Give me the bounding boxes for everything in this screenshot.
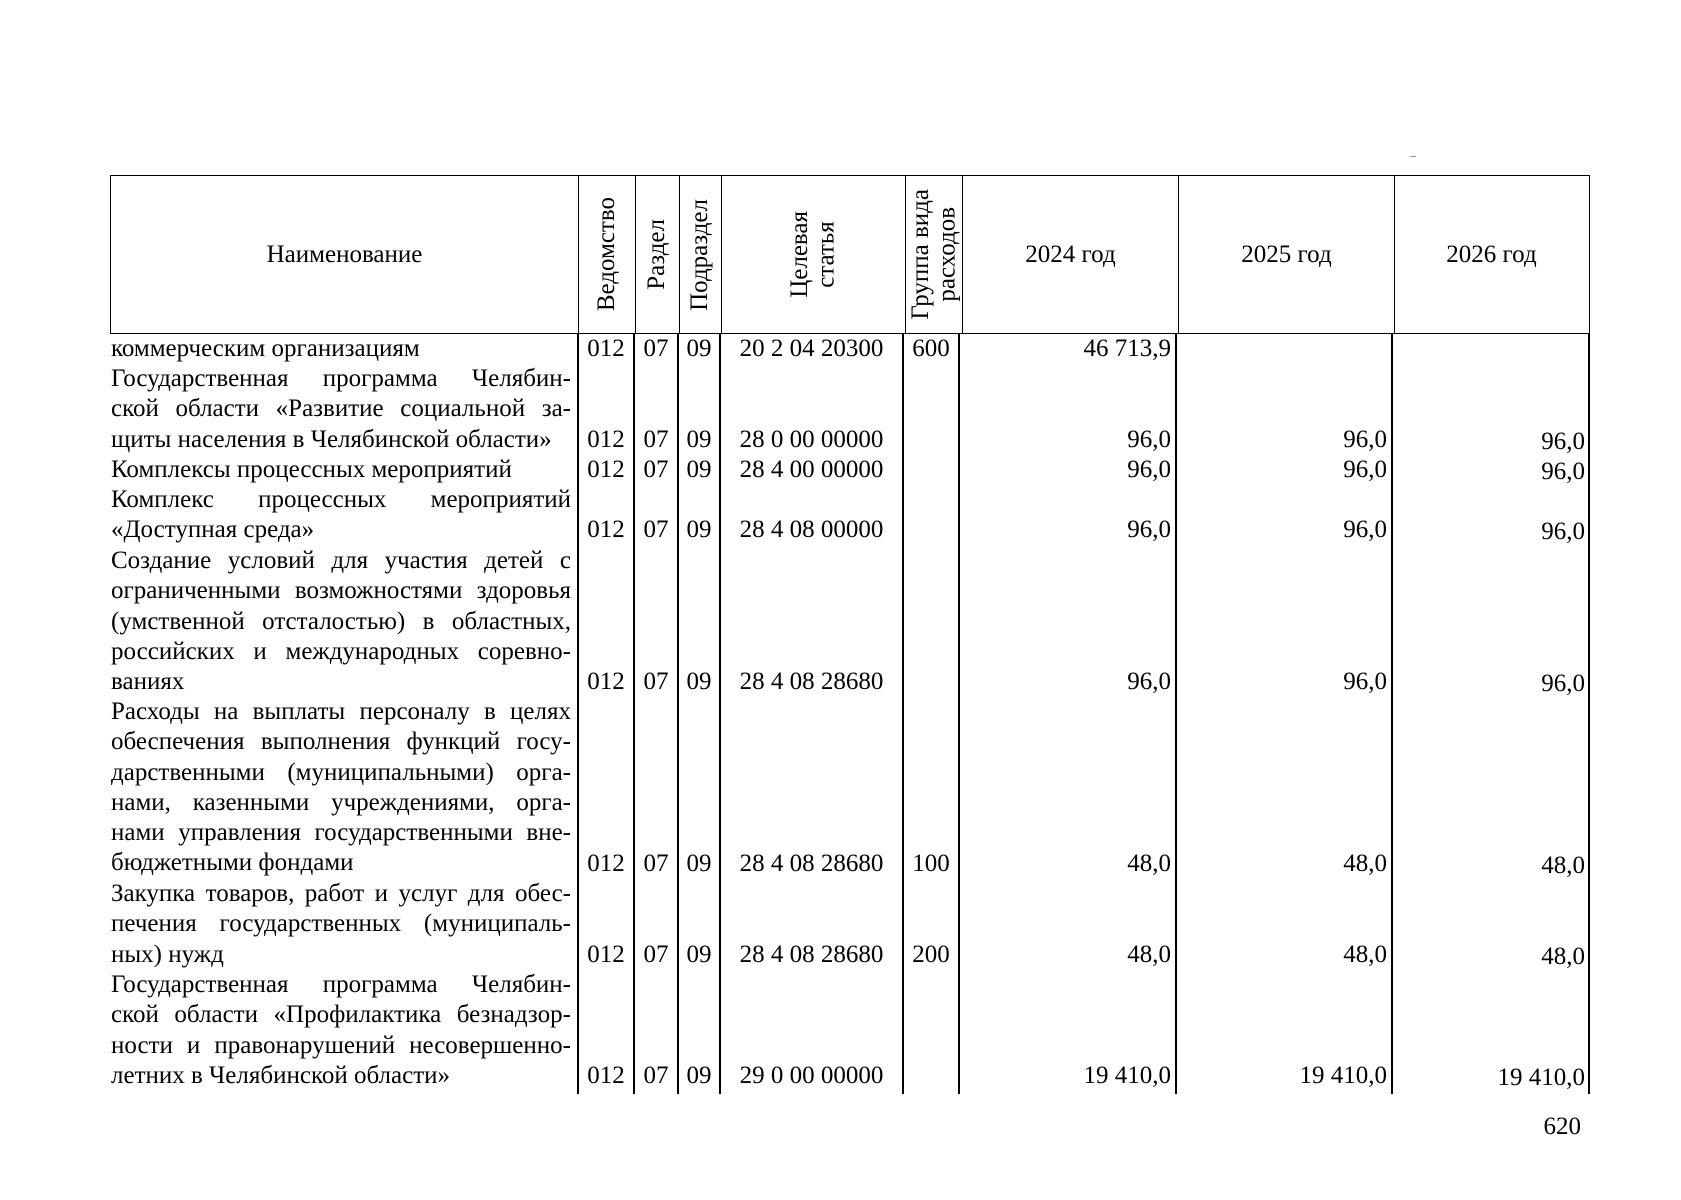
row-1-2025: 96,0 (1343, 426, 1387, 453)
header-name-label: Наименование (266, 240, 423, 268)
header-2026-label: 2026 год (1446, 240, 1537, 268)
row-2-name-line: Комплексы процессных мероприятий (111, 456, 512, 483)
row-5-name-line: Расходы на выплаты персоналу в целях (111, 698, 571, 725)
row-5-name-line: бюджетными фондами (111, 849, 354, 877)
row-3-2025: 96,0 (1343, 516, 1387, 543)
row-7-name-line: ской области «Профилактика безнадзор- (111, 1001, 571, 1029)
row-5-group: 100 (912, 850, 950, 877)
row-1-dept: 012 (587, 426, 625, 453)
row-6-dept: 012 (587, 941, 625, 968)
row-3-2026: 96,0 (1541, 518, 1585, 545)
rule-group-left (902, 334, 904, 1094)
row-5-name-line: нами управления государственными вне- (111, 819, 571, 847)
header-target-line2: статья (812, 221, 840, 288)
row-5-2026: 48,0 (1541, 852, 1585, 879)
header-dept-label: Ведомство (592, 197, 620, 312)
row-2-2025: 96,0 (1343, 456, 1387, 483)
row-2-2026: 96,0 (1541, 458, 1585, 485)
row-3-name (111, 485, 571, 546)
header-section-label: Раздел (643, 219, 671, 290)
row-1-2024: 96,0 (1127, 426, 1171, 453)
row-2-2024: 96,0 (1127, 456, 1171, 483)
row-0-group: 600 (912, 335, 950, 362)
row-6-section: 07 (643, 941, 669, 968)
row-7-2026: 19 410,0 (1497, 1064, 1585, 1091)
row-5-section: 07 (643, 850, 669, 877)
header-group-line2: расходов (933, 207, 960, 302)
row-1-name-line: ской области «Развитие социальной за- (111, 395, 571, 423)
row-2-subsection: 09 (686, 456, 712, 483)
row-4-name-line: Создание условий для участия детей с (111, 547, 571, 574)
row-5-2025: 48,0 (1343, 850, 1387, 877)
row-7-name-line: летних в Челябинской области» (111, 1061, 451, 1089)
header-subsection-label: Подраздел (686, 198, 714, 311)
row-0-subsection: 09 (686, 335, 712, 362)
row-1-name-line: щиты населения в Челябинской области» (111, 425, 552, 453)
row-0-name-line: коммерческим организациям (111, 335, 420, 362)
header-group-label (908, 189, 961, 320)
header-target (722, 176, 906, 333)
row-7-name (111, 970, 571, 1091)
row-0-2024: 46 713,9 (1083, 335, 1171, 362)
row-7-dept: 012 (587, 1062, 625, 1089)
row-3-2024: 96,0 (1127, 516, 1171, 543)
header-2024 (963, 176, 1179, 333)
header-subsection (680, 176, 722, 333)
row-7-name-line: ности и правонарушений несовершенно- (111, 1031, 571, 1059)
row-6-name-line: печения государственных (муниципаль- (111, 910, 571, 938)
header-target-line1: Целевая (786, 211, 814, 298)
row-5-name-line: обеспечения выполнения функций госу- (111, 728, 571, 756)
row-4-name-line: (умственной отсталостью) в областных, (111, 607, 571, 635)
row-2-name (111, 455, 571, 485)
row-7-section: 07 (643, 1062, 669, 1089)
row-2-dept: 012 (587, 456, 625, 483)
row-5-2024: 48,0 (1127, 850, 1171, 877)
header-2026 (1395, 176, 1588, 333)
row-1-subsection: 09 (686, 426, 712, 453)
row-4-2025: 96,0 (1343, 668, 1387, 695)
row-4-name (111, 546, 571, 697)
row-5-name-line: нами, казенными учреждениями, орга- (111, 788, 571, 816)
row-3-subsection: 09 (686, 516, 712, 543)
header-group (906, 176, 963, 333)
scan-mark (1410, 156, 1416, 157)
row-5-subsection: 09 (686, 850, 712, 877)
header-target-label (787, 211, 840, 298)
row-2-target: 28 4 00 00000 (739, 456, 884, 483)
page-number: 620 (1543, 1113, 1581, 1140)
row-5-name (111, 697, 571, 879)
row-5-target: 28 4 08 28680 (739, 850, 884, 877)
row-7-2025: 19 410,0 (1299, 1062, 1387, 1089)
row-3-dept: 012 (587, 516, 625, 543)
row-6-target: 28 4 08 28680 (739, 941, 884, 968)
row-7-target: 29 0 00 00000 (739, 1062, 884, 1089)
header-2024-label: 2024 год (1025, 240, 1116, 268)
row-4-name-line: ограниченными возможностями здоровья (111, 577, 571, 605)
row-6-name (111, 879, 571, 970)
header-section (636, 176, 680, 333)
row-6-name-line: ных) нужд (111, 940, 224, 968)
row-4-dept: 012 (587, 668, 625, 695)
header-2025-label: 2025 год (1241, 240, 1332, 268)
row-1-2026: 96,0 (1541, 428, 1585, 455)
row-1-section: 07 (643, 426, 669, 453)
row-0-name (111, 334, 571, 364)
row-0-target: 20 2 04 20300 (739, 335, 884, 362)
rule-2026-right (1588, 334, 1590, 1094)
row-4-2024: 96,0 (1127, 668, 1171, 695)
row-7-2024: 19 410,0 (1083, 1062, 1171, 1089)
row-6-2024: 48,0 (1127, 941, 1171, 968)
row-5-name-line: дарственными (муниципальными) орга- (111, 758, 571, 786)
table-header (110, 175, 1590, 334)
row-4-name-line: российских и международных соревно- (111, 637, 571, 665)
row-7-subsection: 09 (686, 1062, 712, 1089)
row-3-target: 28 4 08 00000 (739, 516, 884, 543)
row-4-target: 28 4 08 28680 (739, 668, 884, 695)
row-6-name-line: Закупка товаров, работ и услуг для обес- (111, 880, 571, 907)
row-1-name (111, 364, 571, 455)
row-6-subsection: 09 (686, 941, 712, 968)
row-1-name-line: Государственная программа Челябин- (111, 365, 571, 392)
row-6-2025: 48,0 (1343, 941, 1387, 968)
row-3-name-line: «Доступная среда» (111, 516, 315, 544)
row-6-2026: 48,0 (1541, 943, 1585, 970)
header-name (111, 176, 579, 333)
row-1-target: 28 0 00 00000 (739, 426, 884, 453)
header-dept (579, 176, 636, 333)
header-group-line1: Группа вида (906, 189, 934, 320)
row-4-2026: 96,0 (1541, 670, 1585, 697)
row-5-dept: 012 (587, 850, 625, 877)
row-0-section: 07 (643, 335, 669, 362)
row-6-group: 200 (912, 941, 950, 968)
row-4-section: 07 (643, 668, 669, 695)
row-0-dept: 012 (587, 335, 625, 362)
row-3-name-line: Комплекс процессных мероприятий (111, 486, 571, 513)
row-7-name-line: Государственная программа Челябин- (111, 971, 571, 998)
header-2025 (1179, 176, 1395, 333)
row-4-subsection: 09 (686, 668, 712, 695)
row-4-name-line: ваниях (111, 668, 185, 696)
row-2-section: 07 (643, 456, 669, 483)
row-3-section: 07 (643, 516, 669, 543)
